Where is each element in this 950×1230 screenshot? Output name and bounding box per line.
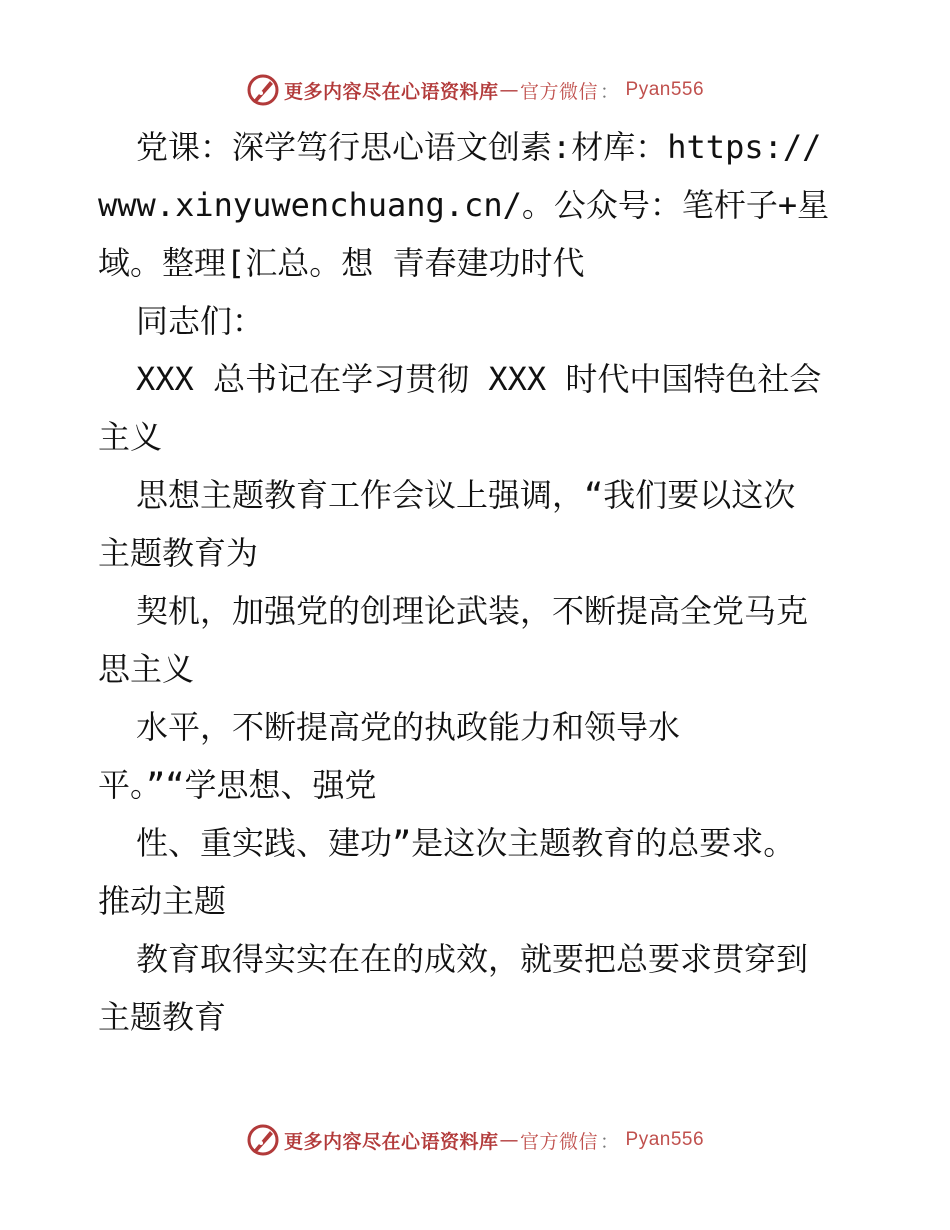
body-line-6: 主义 — [98, 418, 163, 456]
body-line-13: 性、重实践、建功”是这次主题教育的总要求。 — [136, 824, 796, 862]
header-watermark-banner — [0, 70, 950, 110]
body-line-11: 水平，不断提高党的执政能力和领导水 — [136, 708, 681, 746]
body-line-9: 契机，加强党的创理论武装，不断提高全党马克 — [136, 592, 809, 630]
banner-colon: ： — [600, 1130, 620, 1153]
quill-logo-icon — [246, 73, 280, 107]
body-line-1: 党课：深学笃行思心语文创素:材库：https:// — [136, 128, 822, 166]
quill-logo-icon — [246, 1123, 280, 1157]
footer-watermark-banner — [0, 1120, 950, 1160]
banner-site-text: 更多内容尽在心语资料库 — [283, 80, 499, 103]
body-line-8: 主题教育为 — [98, 534, 259, 572]
banner-dash: — — [499, 1129, 519, 1151]
body-line-7: 思想主题教育工作会议上强调，“我们要以这次 — [136, 476, 796, 514]
banner-wechat-label: 官方微信 — [519, 1130, 598, 1153]
banner-wechat-label: 官方微信 — [519, 80, 598, 103]
body-line-14: 推动主题 — [98, 882, 227, 920]
banner-wechat-id: Pyan556 — [625, 79, 705, 100]
body-line-4: 同志们： — [136, 302, 265, 340]
body-line-16: 主题教育 — [98, 998, 227, 1036]
banner-dash: — — [499, 79, 519, 101]
banner-colon: ： — [600, 80, 620, 103]
body-line-5: XXX 总书记在学习贯彻 XXX 时代中国特色社会 — [136, 360, 822, 398]
banner-site-text: 更多内容尽在心语资料库 — [283, 1130, 499, 1153]
body-line-2: www.xinyuwenchuang.cn/。公众号：笔杆子+星 — [98, 186, 830, 224]
banner-wechat-id: Pyan556 — [625, 1129, 705, 1150]
body-line-12: 平。”“学思想、强党 — [98, 766, 377, 804]
body-line-15: 教育取得实实在在的成效，就要把总要求贯穿到 — [136, 940, 809, 978]
body-line-10: 思主义 — [98, 650, 195, 688]
document-body — [98, 118, 878, 1046]
body-line-3: 域。整理[汇总。想 青春建功时代 — [98, 244, 585, 282]
